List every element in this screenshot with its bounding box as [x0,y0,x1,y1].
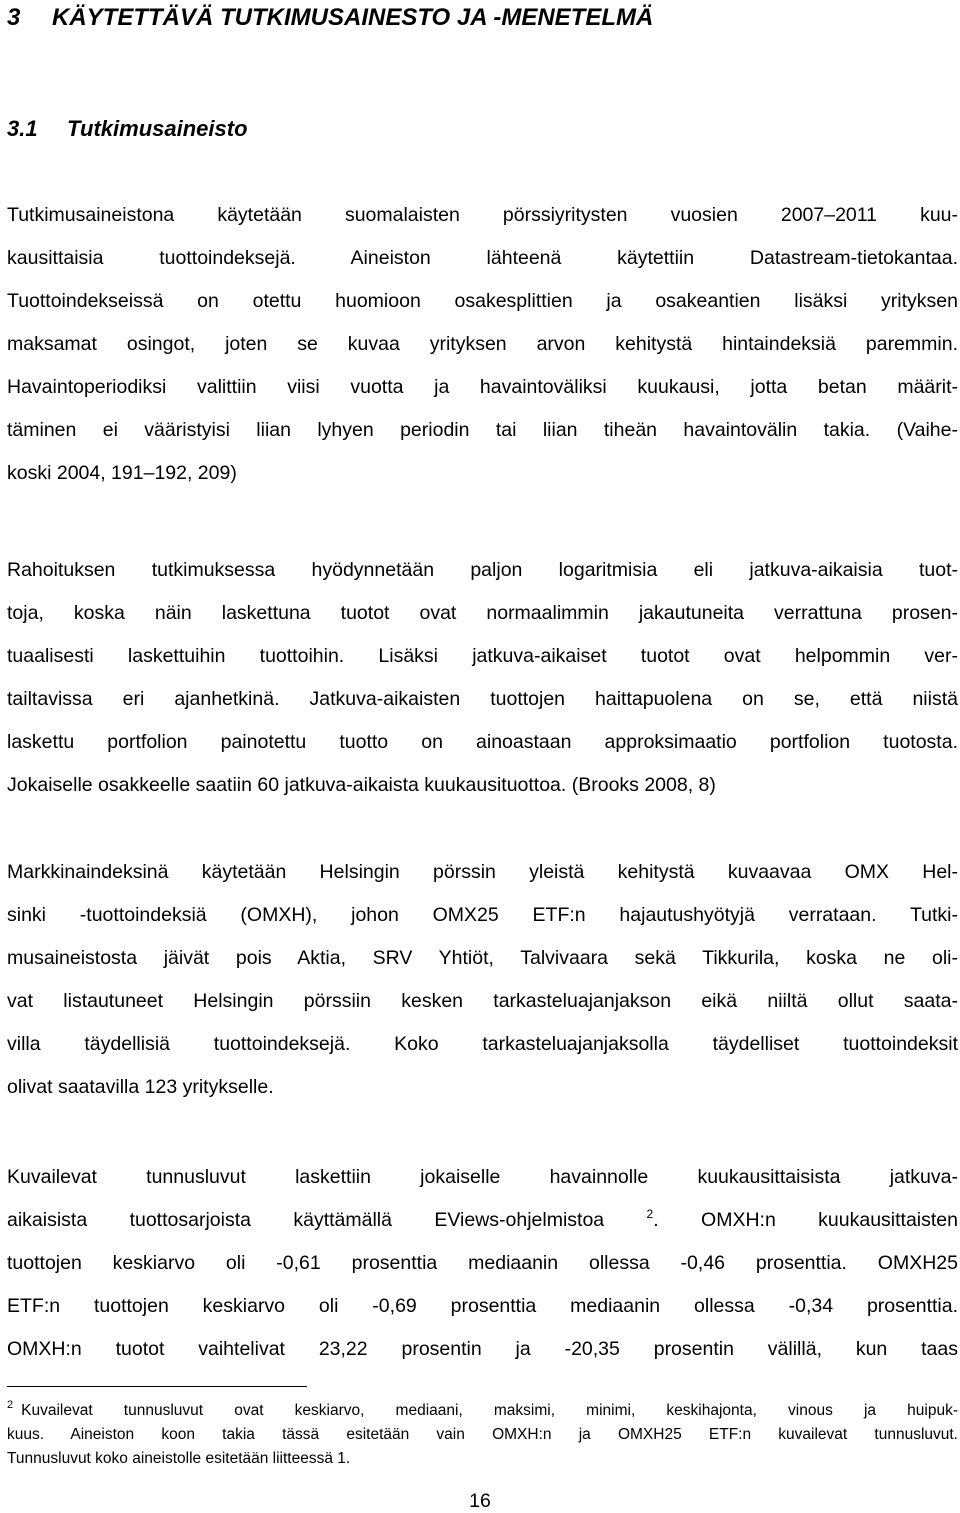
chapter-title: KÄYTETTÄVÄ TUTKIMUSAINESTO JA -MENETELMÄ [52,4,654,31]
footnote-line: Tunnusluvut koko aineistolle esitetään liitteessä 1. [7,1450,351,1467]
text-line: musaineistosta jäivät pois Aktia, SRV Yhtiöt, Talvivaara sekä Tikkurila, koska ne oli- [7,947,958,969]
text-line: koski 2004, 191–192, 209) [7,462,237,484]
text-line: Kuvailevat tunnusluvut laskettiin jokaiselle havainnolle kuukausittaisista jatkuva- [7,1166,958,1188]
chapter-heading [7,4,653,32]
text-segment: aikaisista tuottosarjoista käyttämällä EViews-ohjelmistoa [7,1209,605,1231]
text-line: vat listautuneet Helsingin pörssiin kesken tarkasteluajanjakson eikä niiltä ollut saata- [7,990,958,1012]
text-segment: Kuvailevat tunnusluvut ovat keskiarvo, mediaani, maksimi, minimi, keskihajonta, vinous ja huipuk- [21,1402,958,1419]
text-line: laskettu portfolion painotettu tuotto on ainoastaan approksimaatio portfolion tuotosta. [7,731,958,753]
text-line: tuottojen keskiarvo oli -0,61 prosenttia mediaanin ollessa -0,46 prosenttia. OMXH25 [7,1252,958,1274]
text-line: sinki -tuottoindeksiä (OMXH), johon OMX25 ETF:n hajautushyötyjä verrataan. Tutki- [7,904,958,926]
text-line: olivat saatavilla 123 yritykselle. [7,1076,274,1098]
text-line: täminen ei vääristyisi liian lyhyen periodin tai liian tiheän havaintovälin takia. (Vaihe- [7,419,958,441]
footnote-line: kuus. Aineiston koon takia tässä esitetään vain OMXH:n ja OMXH25 ETF:n kuvailevat tunnusluvut. [7,1426,958,1443]
chapter-number: 3 [7,4,21,31]
text-line: OMXH:n tuotot vaihtelivat 23,22 prosentin ja -20,35 prosentin välillä, kun taas [7,1338,958,1360]
section-number: 3.1 [7,116,38,141]
text-line: tuaalisesti laskettuihin tuottoihin. Lisäksi jatkuva-aikaiset tuotot ovat helpommin ver- [7,645,958,667]
text-line: maksamat osingot, joten se kuvaa yrityksen arvon kehitystä hintaindeksiä paremmin. [7,333,958,355]
text-segment: . OMXH:n kuukausittaisten [653,1209,958,1231]
text-line: Havaintoperiodiksi valittiin viisi vuotta ja havaintoväliksi kuukausi, jotta betan määrit- [7,376,958,398]
section-title: Tutkimusaineisto [67,116,248,141]
text-line: Jokaiselle osakkeelle saatiin 60 jatkuva-aikaista kuukausituottoa. (Brooks 2008, 8) [7,774,716,796]
text-line: Rahoituksen tutkimuksessa hyödynnetään paljon logaritmisia eli jatkuva-aikaisia tuot- [7,559,958,581]
text-line [7,1208,958,1232]
footnote-mark: 2 [7,1399,14,1411]
text-line: kausittaisia tuottoindeksejä. Aineiston lähteenä käytettiin Datastream-tietokantaa. [7,247,958,269]
footnote-reference: 2 [646,1207,654,1221]
text-line: tailtavissa eri ajanhetkinä. Jatkuva-aikaisten tuottojen haittapuolena on se, että niistä [7,688,958,710]
section-heading [7,116,248,142]
page-number: 16 [469,1490,491,1512]
text-line: villa täydellisiä tuottoindeksejä. Koko tarkasteluajanjaksolla täydelliset tuottoindeksit [7,1033,958,1055]
footnote-separator [7,1386,307,1387]
footnote-line [7,1401,958,1420]
text-line: Markkinaindeksinä käytetään Helsingin pörssin yleistä kehitystä kuvaavaa OMX Hel- [7,861,958,883]
text-line: toja, koska näin laskettuna tuotot ovat normaalimmin jakautuneita verrattuna prosen- [7,602,958,624]
text-line: ETF:n tuottojen keskiarvo oli -0,69 prosenttia mediaanin ollessa -0,34 prosenttia. [7,1295,958,1317]
text-line: Tutkimusaineistona käytetään suomalaisten pörssiyritysten vuosien 2007–2011 kuu- [7,204,958,226]
text-line: Tuottoindekseissä on otettu huomioon osakesplittien ja osakeantien lisäksi yrityksen [7,290,958,312]
